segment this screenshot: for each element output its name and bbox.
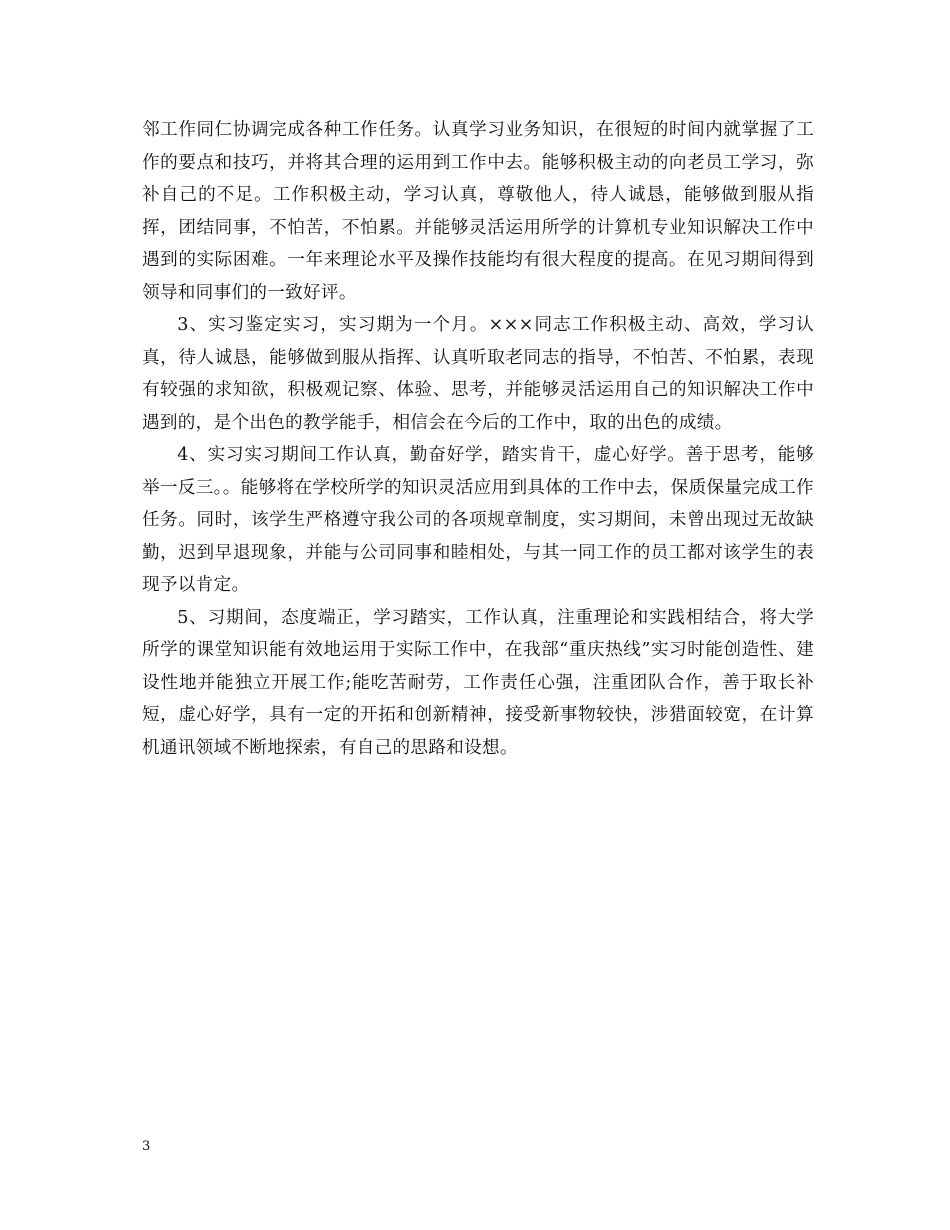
paragraph-item-5: 5、习期间，态度端正，学习踏实，工作认真，注重理论和实践相结合，将大学所学的课堂知识能有效地运用于实际工作中，在我部“重庆热线”实习时能创造性、建设性地并能独立开展工作;能吃苦耐劳，工作责任心强，注重团队合作，善于取长补短，虚心好学，具有一定的开拓和创新精神，接受新事物较快，涉猎面较宽，在计算机通讯领域不断地探索，有自己的思路和设想。 <box>142 607 814 758</box>
page-number: 3 <box>142 1139 151 1154</box>
body-text <box>142 114 814 764</box>
paragraph-item-3: 3、实习鉴定实习，实习期为一个月。×××同志工作积极主动、高效，学习认真，待人诚恳，能够做到服从指挥、认真听取老同志的指导，不怕苦、不怕累，表现有较强的求知欲，积极观记察、体验、思考，并能够灵活运用自己的知识解决工作中遇到的，是个出色的教学能手，相信会在今后的工作中，取的出色的成绩。 <box>142 315 814 433</box>
paragraph-item-4: 4、实习实习期间工作认真，勤奋好学，踏实肯干，虚心好学。善于思考，能够举一反三。。能够将在学校所学的知识灵活应用到具体的工作中去，保质保量完成工作任务。同时，该学生严格遵守我公司的各项规章制度，实习期间，未曾出现过无故缺勤，迟到早退现象，并能与公司同事和睦相处，与其一同工作的员工都对该学生的表现予以肯定。 <box>142 445 814 595</box>
paragraph-continuation: 邻工作同仁协调完成各种工作任务。认真学习业务知识，在很短的时间内就掌握了工作的要点和技巧，并将其合理的运用到工作中去。能够积极主动的向老员工学习，弥补自己的不足。工作积极主动，学习认真，尊敬他人，待人诚恳，能够做到服从指挥，团结同事，不怕苦，不怕累。并能够灵活运用所学的计算机专业知识解决工作中遇到的实际困难。一年来理论水平及操作技能均有很大程度的提高。在见习期间得到领导和同事们的一致好评。 <box>142 120 814 303</box>
